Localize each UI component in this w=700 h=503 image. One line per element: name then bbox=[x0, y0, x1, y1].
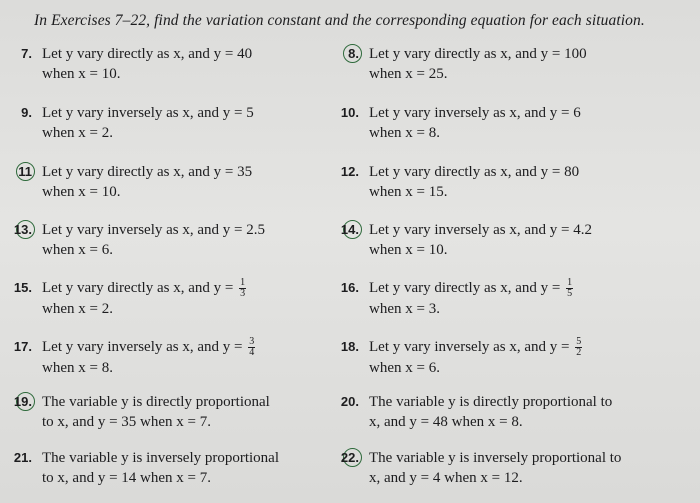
exercise-text bbox=[42, 448, 279, 488]
exercise-line-2: to x, and y = 35 when x = 7. bbox=[42, 414, 211, 430]
exercise-line-1: The variable y is directly proportional to bbox=[369, 394, 613, 410]
exercise-text bbox=[42, 162, 252, 202]
exercise-number: 16. bbox=[340, 280, 359, 295]
exercise-line-2: when x = 8. bbox=[42, 360, 113, 377]
exercise-line-2: x, and y = 48 when x = 8. bbox=[369, 414, 523, 430]
exercise-number: 15. bbox=[13, 280, 32, 295]
exercise-number: 11 bbox=[18, 164, 32, 179]
exercise-line-2: x, and y = 4 when x = 12. bbox=[369, 470, 523, 486]
exercise-line-1: The variable y is inversely proportional to bbox=[369, 450, 622, 466]
exercise-line-2: when x = 10. bbox=[42, 66, 121, 82]
exercise-text bbox=[369, 44, 587, 84]
exercise-text bbox=[369, 392, 612, 432]
exercise-number: 14. bbox=[340, 222, 359, 237]
exercise-line-1: Let y vary directly as x, and y = 100 bbox=[369, 46, 587, 62]
fraction bbox=[248, 337, 255, 358]
exercise-text bbox=[369, 103, 581, 143]
exercise-number: 19. bbox=[13, 394, 32, 409]
exercise-number: 22. bbox=[340, 450, 359, 465]
exercise-line-1: Let y vary directly as x, and y = 35 bbox=[42, 164, 253, 180]
fraction-denominator: 4 bbox=[249, 347, 255, 359]
exercise-number: 7. bbox=[21, 46, 32, 61]
exercise-line-2: when x = 3. bbox=[369, 301, 440, 318]
exercise-line-2: when x = 6. bbox=[369, 360, 440, 377]
exercise-text bbox=[42, 392, 270, 432]
exercise-line-1: Let y vary directly as x, and y = bbox=[42, 280, 234, 296]
exercise-line-1: Let y vary inversely as x, and y = 6 bbox=[369, 105, 581, 121]
exercise-line-1: Let y vary inversely as x, and y = bbox=[369, 339, 570, 355]
exercise-number: 17. bbox=[13, 339, 32, 354]
exercise-text bbox=[42, 278, 246, 319]
fraction-numerator: 1 bbox=[240, 277, 246, 289]
exercise-line-2: when x = 15. bbox=[369, 184, 448, 200]
exercise-number: 8. bbox=[348, 46, 359, 61]
exercise-line-1: Let y vary inversely as x, and y = bbox=[42, 339, 243, 355]
fraction-numerator: 5 bbox=[576, 336, 582, 348]
exercise-line-2: when x = 8. bbox=[369, 125, 440, 141]
exercise-line-1: The variable y is inversely proportional bbox=[42, 450, 280, 466]
exercise-text bbox=[42, 337, 255, 378]
fraction-denominator: 3 bbox=[240, 288, 246, 300]
exercise-line-2: when x = 25. bbox=[369, 66, 448, 82]
exercise-line-2: when x = 6. bbox=[42, 242, 113, 258]
exercise-line-1: Let y vary directly as x, and y = 80 bbox=[369, 164, 580, 180]
fraction bbox=[239, 278, 246, 299]
exercise-line-1: The variable y is directly proportional bbox=[42, 394, 270, 410]
exercise-line-2: when x = 2. bbox=[42, 301, 113, 318]
exercise-number: 18. bbox=[340, 339, 359, 354]
exercise-number: 9. bbox=[21, 105, 32, 120]
exercise-number: 21. bbox=[13, 450, 32, 465]
exercise-line-1: Let y vary inversely as x, and y = 4.2 bbox=[369, 222, 592, 238]
exercise-text bbox=[42, 103, 254, 143]
exercise-text bbox=[369, 162, 579, 202]
exercise-text bbox=[369, 278, 573, 319]
exercise-number: 13. bbox=[13, 222, 32, 237]
exercise-text bbox=[369, 448, 621, 488]
exercise-line-2: when x = 10. bbox=[369, 242, 448, 258]
exercise-text bbox=[369, 337, 582, 378]
fraction-denominator: 2 bbox=[576, 347, 582, 359]
exercise-number: 20. bbox=[340, 394, 359, 409]
exercise-number: 12. bbox=[340, 164, 359, 179]
exercise-line-1: Let y vary directly as x, and y = 40 bbox=[42, 46, 253, 62]
exercise-line-1: Let y vary inversely as x, and y = 5 bbox=[42, 105, 254, 121]
fraction bbox=[575, 337, 582, 358]
exercise-line-2: when x = 2. bbox=[42, 125, 113, 141]
fraction-numerator: 3 bbox=[249, 336, 255, 348]
exercise-line-1: Let y vary inversely as x, and y = 2.5 bbox=[42, 222, 265, 238]
exercise-text bbox=[42, 44, 252, 84]
exercise-instructions: In Exercises 7–22, find the variation constant and the corresponding equation for each situation. bbox=[34, 12, 645, 29]
exercise-number: 10. bbox=[340, 105, 359, 120]
fraction-denominator: 5 bbox=[567, 288, 573, 300]
fraction-numerator: 1 bbox=[567, 277, 573, 289]
exercise-text bbox=[369, 220, 592, 260]
exercise-line-2: when x = 10. bbox=[42, 184, 121, 200]
exercise-line-2: to x, and y = 14 when x = 7. bbox=[42, 470, 211, 486]
exercise-line-1: Let y vary directly as x, and y = bbox=[369, 280, 561, 296]
fraction bbox=[566, 278, 573, 299]
exercise-text bbox=[42, 220, 265, 260]
